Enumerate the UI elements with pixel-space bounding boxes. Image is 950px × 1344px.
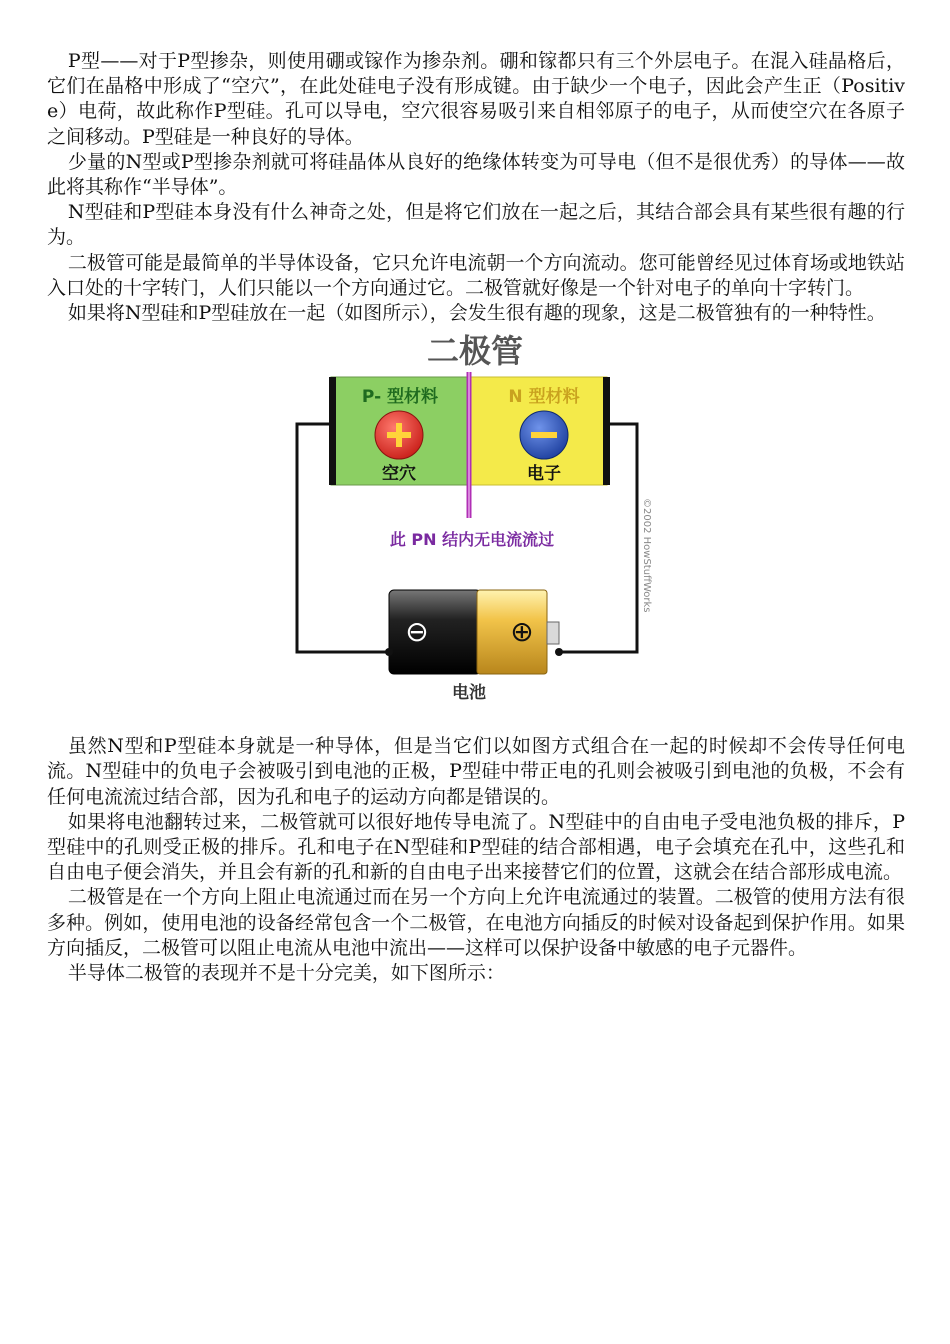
- paragraph: N型硅和P型硅本身没有什么神奇之处，但是将它们放在一起之后，其结合部会具有某些很有趣的行为。: [47, 201, 905, 249]
- terminal-left: [385, 648, 393, 656]
- paragraph: P型——对于P型掺杂，则使用硼或镓作为掺杂剂。硼和镓都只有三个外层电子。在混入硅晶格后，它们在晶格中形成了“空穴”，在此处硅电子没有形成键。由于缺少一个电子，因此会产生正（Positive）电荷，故此称作P型硅。孔可以导电，空穴很容易吸引来自相邻原子的电子，从而使空穴在各原子之间移动。P型硅是一种良好的导体。: [47, 50, 905, 148]
- n-end-cap: [603, 377, 610, 485]
- hole-label: 空穴: [382, 464, 416, 485]
- diode-diagram: [47, 332, 905, 730]
- copyright-text: ©2002 HowStuffWorks: [641, 498, 652, 613]
- junction-caption: 此 PN 结内无电流流过: [389, 530, 555, 550]
- battery: [389, 590, 559, 674]
- electron-icon: [520, 411, 568, 459]
- terminal-right: [555, 648, 563, 656]
- battery-plus-icon: ⊕: [510, 615, 534, 649]
- document-page: [47, 49, 905, 986]
- electron-label: 电子: [527, 464, 561, 485]
- paragraph: 二极管可能是最简单的半导体设备，它只允许电流朝一个方向流动。您可能曾经见过体育场或地铁站入口处的十字转门，人们只能以一个方向通过它。二极管就好像是一个针对电子的单向十字转门。: [47, 251, 905, 299]
- battery-minus-icon: ⊖: [405, 615, 429, 649]
- bottom-text: [47, 734, 905, 986]
- paragraph: 二极管是在一个方向上阻止电流通过而在另一个方向上允许电流通过的装置。二极管的使用方法有很多种。例如，使用电池的设备经常包含一个二极管，在电池方向插反的时候对设备起到保护作用。如果方向插反，二极管可以阻止电流从电池中流出——这样可以保护设备中敏感的电子元器件。: [47, 886, 905, 959]
- paragraph: 少量的N型或P型掺杂剂就可将硅晶体从良好的绝缘体转变为可导电（但不是很优秀）的导体——故此将其称作“半导体”。: [47, 150, 905, 199]
- paragraph: 如果将电池翻转过来，二极管就可以很好地传导电流了。N型硅中的自由电子受电池负极的排斥，P型硅中的孔则受正极的排斥。孔和电子在N型硅和P型硅的结合部相遇，电子会填充在孔中，这些孔和自由电子便会消失，并且会有新的孔和新的自由电子出来接替它们的位置，这就会在结合部形成电流。: [47, 810, 905, 884]
- n-material-label: N 型材料: [508, 387, 580, 408]
- battery-label: 电池: [452, 683, 486, 704]
- diode-figure: [47, 332, 905, 730]
- p-material-label: P- 型材料: [361, 387, 439, 408]
- paragraph: 半导体二极管的表现并不是十分完美，如下图所示：: [67, 962, 505, 985]
- p-end-cap: [329, 377, 336, 485]
- paragraph: 如果将N型硅和P型硅放在一起（如图所示），会发生很有趣的现象，这是二极管独有的一种特性。: [67, 302, 886, 325]
- paragraph: 虽然N型和P型硅本身就是一种导体，但是当它们以如图方式组合在一起的时候却不会传导任何电流。N型硅中的负电子会被吸引到电池的正极，P型硅中带正电的孔则会被吸引到电池的负极，不会有任何电流流过结合部，因为孔和电子的运动方向都是错误的。: [47, 735, 905, 808]
- figure-title: 二极管: [426, 332, 524, 371]
- hole-icon: [375, 411, 423, 459]
